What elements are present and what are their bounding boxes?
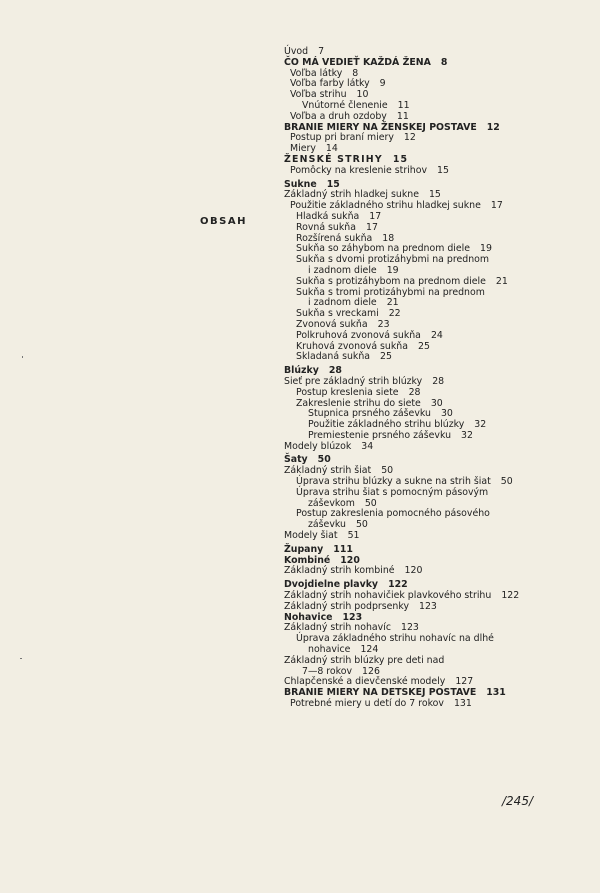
page-number: /245/ <box>502 794 533 808</box>
toc-entry-title: Župany <box>284 543 324 555</box>
toc-entry-page: 25 <box>418 340 430 352</box>
toc-entry-title: BRANIE MIERY NA ŽENSKEJ POSTAVE <box>284 121 477 133</box>
toc-entry <box>284 531 584 542</box>
toc-entry-page: 8 <box>440 56 448 68</box>
toc-entry-title: Základný strih podprsenky <box>284 600 409 612</box>
toc-entry-title: záševku <box>308 519 346 531</box>
toc-entry-page: 22 <box>388 308 401 320</box>
toc-entry-page: 25 <box>380 351 392 363</box>
toc-entry-title: Úprava základného strihu nohavíc na dlhé <box>296 633 494 645</box>
toc-entry-page: 21 <box>495 275 508 287</box>
toc-entry-page: 17 <box>366 221 378 233</box>
toc-entry-title: Postup pri braní miery <box>290 132 394 144</box>
toc-entry-page: 123 <box>342 611 363 623</box>
toc-entry-page: 124 <box>360 644 379 656</box>
toc-entry-page: 126 <box>362 665 380 677</box>
toc-entry-page: 127 <box>455 676 474 688</box>
toc-entry-page: 17 <box>490 200 503 212</box>
toc-entry-page: 120 <box>340 554 360 566</box>
toc-entry-title: Dvojdielne plavky <box>284 579 379 591</box>
toc-entry-page: 15 <box>326 178 340 190</box>
toc-entry-title: Skladaná sukňa <box>296 351 371 363</box>
toc-entry-title: BRANIE MIERY NA DETSKEJ POSTAVE <box>284 687 477 699</box>
toc-entry-title: Modely blúzok <box>284 440 352 452</box>
toc-entry-title: Základný strih šiat <box>284 465 372 477</box>
toc-entry-page: 111 <box>333 543 353 555</box>
toc-entry-title: Polkruhová zvonová sukňa <box>296 329 421 341</box>
toc-entry-page: 15 <box>428 189 441 201</box>
toc-entry-title: Sieť pre základný strih blúzky <box>284 375 423 387</box>
toc-entry-title: Úvod <box>284 46 309 57</box>
toc-entry-title: Sukne <box>284 178 317 190</box>
toc-entry-title: Potrebné miery u detí do 7 rokov <box>290 698 444 710</box>
toc-entry-title: Sukňa s vreckami <box>296 308 379 320</box>
toc-entry-title: Základný strih nohavičiek plavkového strihu <box>284 590 492 602</box>
toc-entry-page: 123 <box>419 600 437 612</box>
toc-entry-page: 12 <box>486 121 500 133</box>
toc-entry-page: 15 <box>437 164 449 176</box>
toc-entry-page: 51 <box>347 530 360 542</box>
toc-entry-page: 12 <box>403 132 416 144</box>
toc-entry-title: i zadnom diele <box>308 297 377 309</box>
toc-entry-page: 11 <box>396 110 409 122</box>
table-of-contents <box>284 47 584 710</box>
toc-entry <box>290 166 584 177</box>
toc-entry-title: Úprava strihu šiat s pomocným pásovým <box>296 486 489 498</box>
toc-entry-title: Základný strih hladkej sukne <box>284 189 419 201</box>
toc-entry-page: 18 <box>382 232 395 244</box>
toc-entry-title: Postup kreslenia siete <box>296 386 399 398</box>
toc-entry-title: Hladká sukňa <box>296 210 360 222</box>
toc-entry-page: 50 <box>317 454 331 466</box>
toc-entry-title: Základný strih kombiné <box>284 565 395 577</box>
toc-entry-title: Voľba látky <box>290 67 343 79</box>
toc-entry-page: 14 <box>325 143 338 155</box>
toc-entry-title: Zakreslenie strihu do siete <box>296 397 421 409</box>
toc-entry-title: Nohavice <box>284 611 333 623</box>
toc-entry-page: 24 <box>430 329 443 341</box>
toc-entry-title: Chlapčenské a dievčenské modely <box>284 676 446 688</box>
toc-entry-page: 21 <box>386 297 399 309</box>
toc-entry-title: Vnútorné členenie <box>302 99 388 111</box>
toc-entry-page: 122 <box>388 579 408 591</box>
toc-entry-page: 19 <box>480 243 492 255</box>
toc-entry-page: 50 <box>381 465 394 477</box>
toc-entry-page: 11 <box>397 99 410 111</box>
toc-entry-title: Základný strih nohavíc <box>284 622 391 634</box>
toc-entry-page: 9 <box>379 78 386 90</box>
toc-entry-title: Voľba strihu <box>290 89 347 101</box>
toc-entry-title: Použitie základného strihu hladkej sukne <box>290 200 481 212</box>
toc-entry-title: i zadnom diele <box>308 264 377 276</box>
toc-entry <box>290 699 584 710</box>
toc-entry-page: 30 <box>430 397 443 409</box>
toc-entry-page: 19 <box>386 264 399 276</box>
toc-entry-page: 32 <box>474 419 487 431</box>
toc-entry-page: 10 <box>356 89 369 101</box>
paper-speck <box>22 356 23 358</box>
toc-entry-title: Sukňa so záhybom na prednom diele <box>296 243 471 255</box>
toc-entry <box>284 566 584 577</box>
toc-entry-page: 50 <box>364 497 377 509</box>
toc-entry-page: 131 <box>453 698 472 710</box>
toc-entry-title: Sukňa s dvomi protizáhybmi na prednom <box>296 254 490 266</box>
toc-entry-title: Modely šiat <box>284 530 338 542</box>
toc-entry-title: ČO MÁ VEDIEŤ KAŽDÁ ŽENA <box>284 56 431 68</box>
toc-entry-title: Stupnica prsného záševku <box>308 408 431 420</box>
toc-entry-page: 32 <box>461 429 473 441</box>
toc-entry-title: Premiestenie prsného záševku <box>308 429 452 441</box>
toc-entry-title: Blúzky <box>284 365 319 377</box>
toc-entry-title: Sukňa s tromi protizáhybmi na prednom <box>296 286 485 298</box>
toc-entry-title: nohavice <box>308 644 351 656</box>
contents-heading: OBSAH <box>200 216 247 227</box>
toc-entry-page: 28 <box>432 375 445 387</box>
toc-entry-title: Šaty <box>284 454 308 466</box>
toc-entry-page: 28 <box>408 386 421 398</box>
toc-entry-title: Rovná sukňa <box>296 221 356 233</box>
toc-entry-title: Pomôcky na kreslenie strihov <box>290 164 428 176</box>
toc-entry-title: Voľba farby látky <box>290 78 370 90</box>
toc-entry-title: Postup zakreslenia pomocného pásového <box>296 508 490 520</box>
toc-entry-page: 8 <box>352 67 359 79</box>
toc-entry-title: Miery <box>290 143 316 155</box>
toc-entry-page: 15 <box>392 153 409 165</box>
toc-entry-title: Základný strih blúzky pre deti nad <box>284 654 445 666</box>
toc-entry-title: Voľba a druh ozdoby <box>290 110 387 122</box>
toc-entry-title: Sukňa s protizáhybom na prednom diele <box>296 275 486 287</box>
toc-entry-page: 7 <box>318 46 325 57</box>
toc-entry-page: 34 <box>361 440 374 452</box>
toc-entry-title: Kombiné <box>284 554 331 566</box>
toc-entry-page: 122 <box>501 590 520 602</box>
toc-entry-title: Úprava strihu blúzky a sukne na strih šiat <box>296 476 491 488</box>
toc-entry <box>284 442 584 453</box>
toc-entry <box>296 352 584 363</box>
toc-entry-title: ŽENSKÉ STRIHY <box>284 153 383 165</box>
toc-entry-page: 17 <box>369 210 382 222</box>
toc-entry-page: 131 <box>486 687 506 699</box>
toc-entry-page: 30 <box>440 408 453 420</box>
toc-entry-title: Kruhová zvonová sukňa <box>296 340 408 352</box>
toc-entry-title: Použitie základného strihu blúzky <box>308 419 465 431</box>
toc-entry-title: 7—8 rokov <box>302 665 353 677</box>
toc-entry-page: 23 <box>377 318 390 330</box>
toc-entry-page: 50 <box>355 519 368 531</box>
toc-entry-title: Zvonová sukňa <box>296 318 368 330</box>
paper-speck <box>20 658 22 659</box>
toc-entry-title: záševkom <box>308 497 355 509</box>
toc-entry-title: Rozšírená sukňa <box>296 232 373 244</box>
toc-entry-page: 50 <box>500 476 513 488</box>
toc-entry-page: 28 <box>328 365 342 377</box>
toc-entry-page: 123 <box>400 622 419 634</box>
toc-entry-page: 120 <box>404 565 423 577</box>
